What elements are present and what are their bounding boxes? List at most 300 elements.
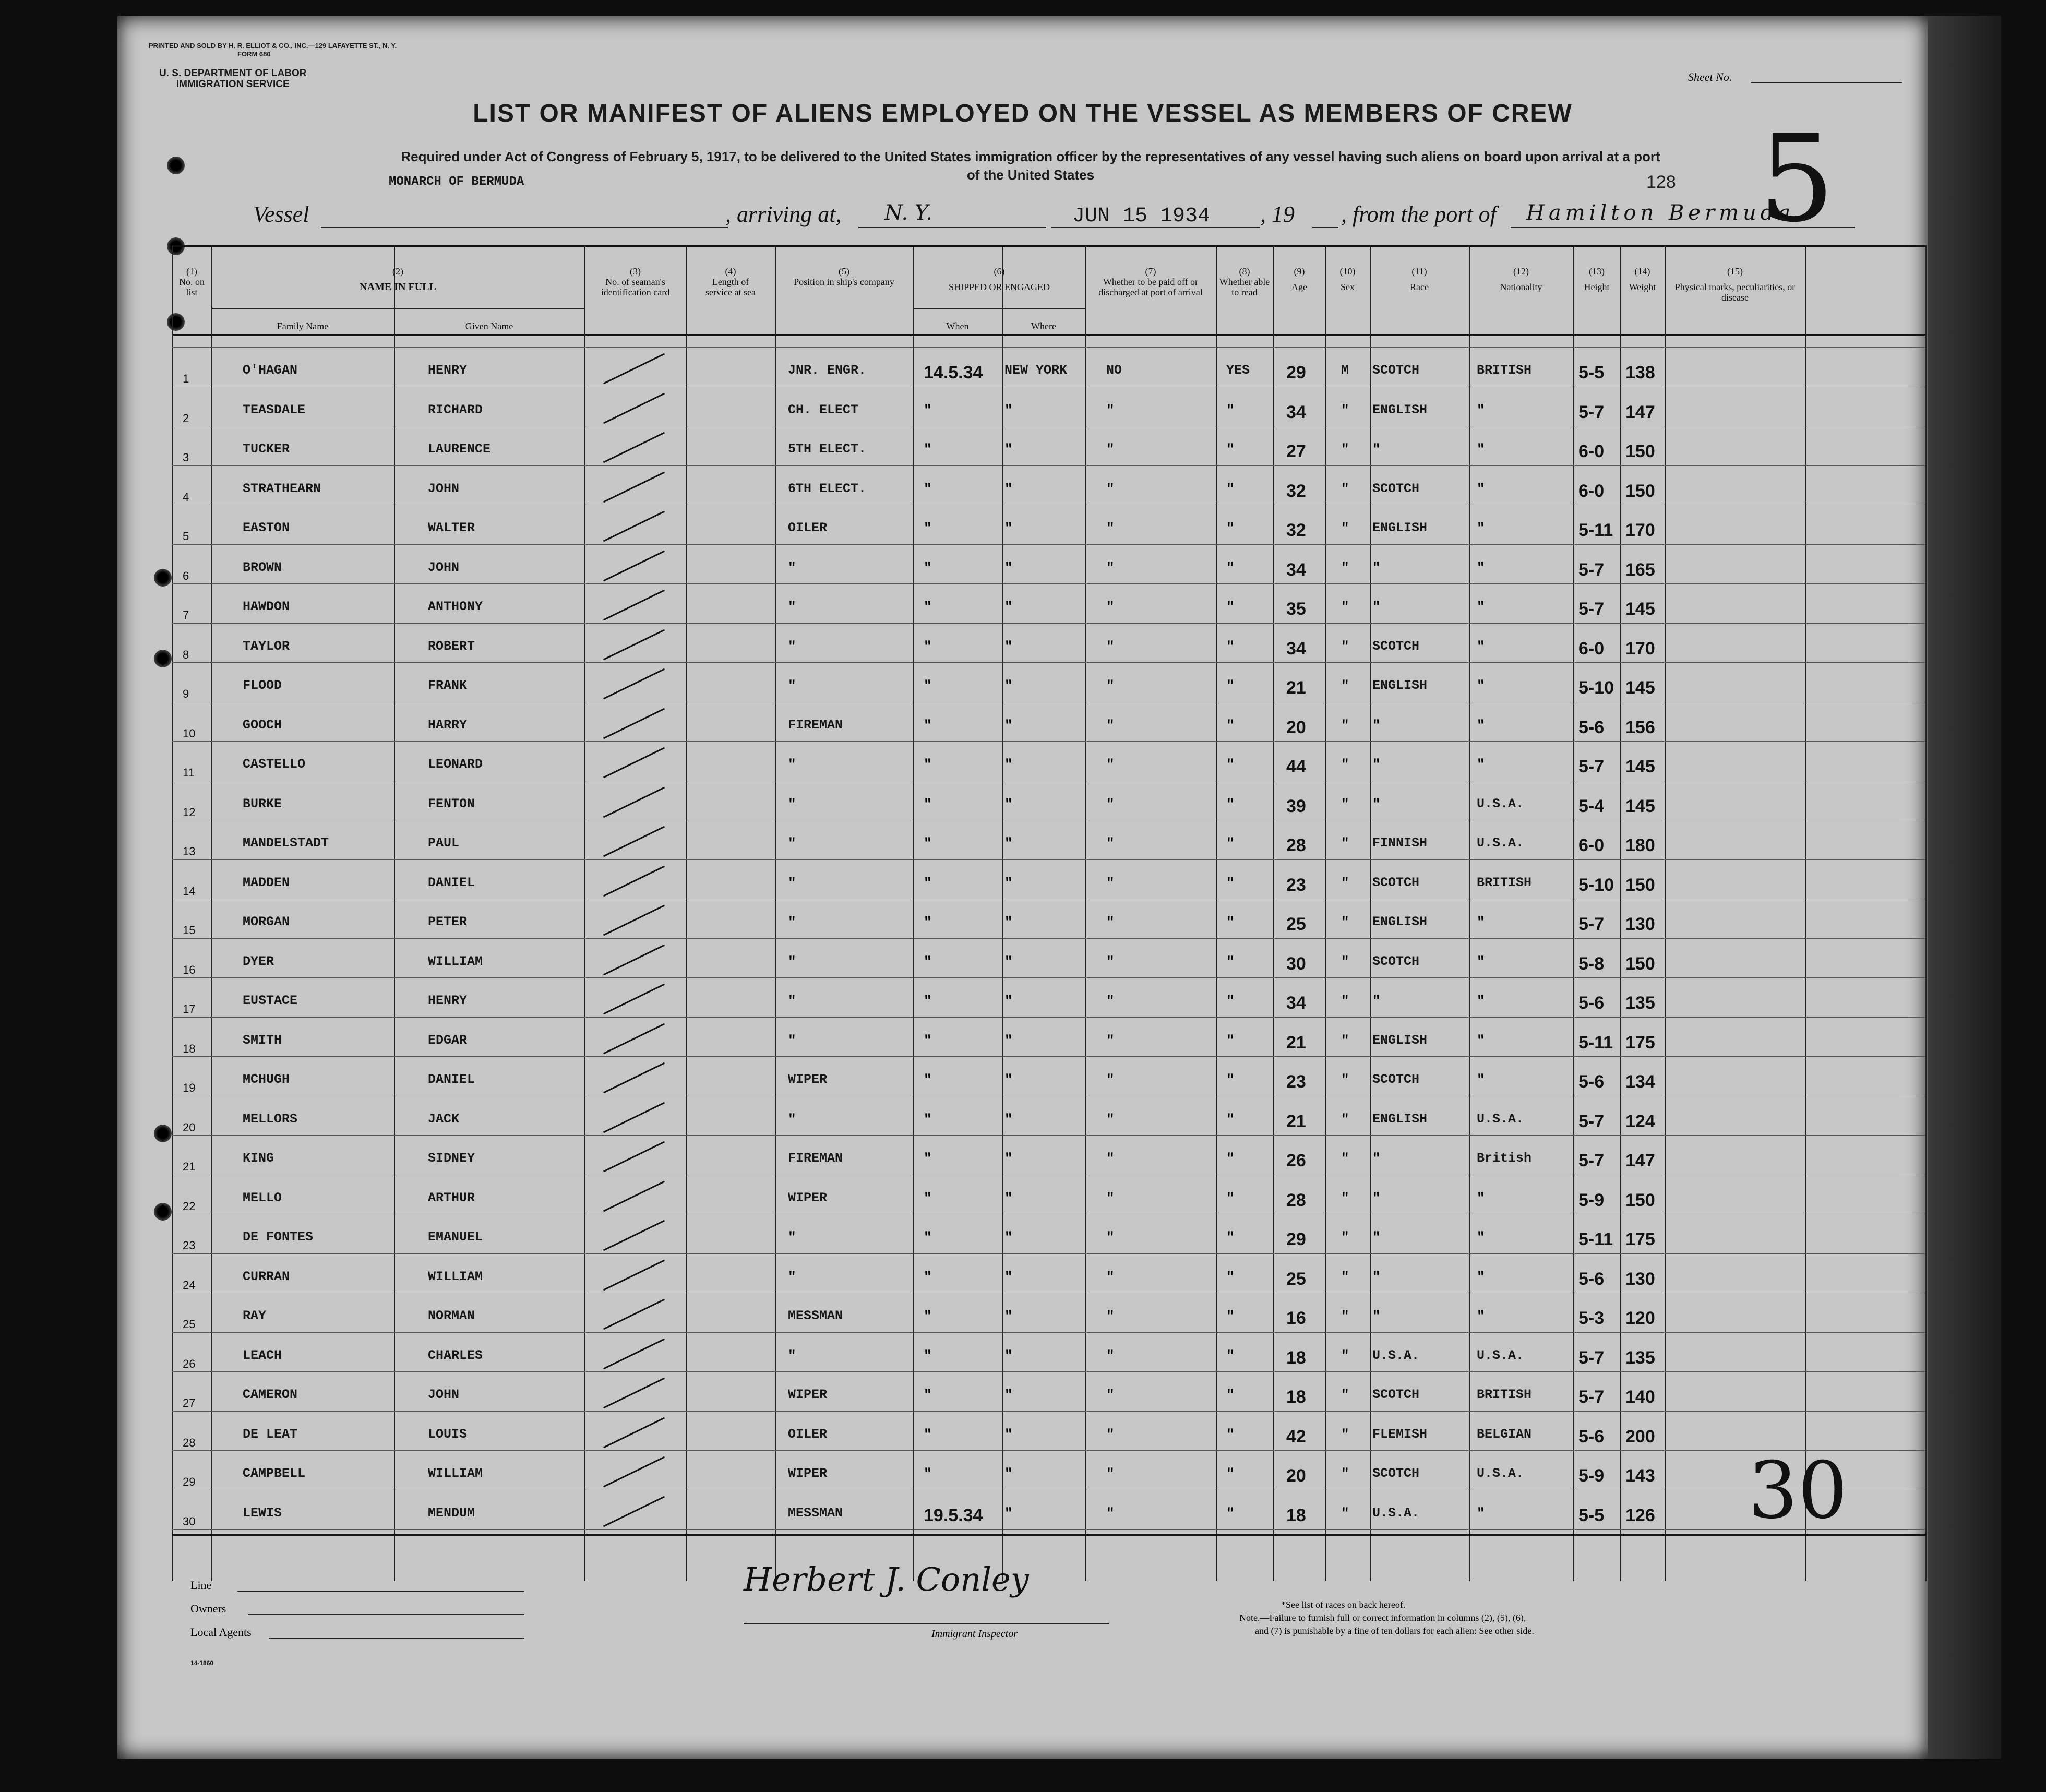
- checkmark-stroke: [603, 865, 665, 897]
- cell-weight: 130: [1625, 1269, 1655, 1289]
- cell-read: YES: [1226, 363, 1250, 378]
- cell-family: STRATHEARN: [243, 481, 321, 496]
- cell-nationality: ": [1477, 1505, 1485, 1521]
- arrival-date: JUN 15 1934: [1072, 205, 1211, 228]
- col-num: (10): [1339, 266, 1356, 277]
- cell-paid: ": [1106, 1229, 1115, 1245]
- cell-position: 5TH ELECT.: [788, 441, 867, 457]
- handwritten-total: 30: [1748, 1445, 1848, 1536]
- cell-age: 42: [1286, 1426, 1306, 1447]
- col-label: Weight: [1629, 282, 1656, 292]
- cell-age: 27: [1286, 441, 1306, 461]
- cell-age: 34: [1286, 559, 1306, 580]
- cell-weight: 180: [1625, 835, 1655, 855]
- cell-when: ": [924, 678, 932, 694]
- cell-where: ": [1004, 914, 1013, 930]
- cell-height: 5-8: [1578, 953, 1605, 974]
- column-rule: [1216, 245, 1217, 1581]
- cell-paid: NO: [1106, 363, 1122, 378]
- checkmark-stroke: [603, 1062, 665, 1094]
- cell-race: ENGLISH: [1372, 678, 1428, 693]
- row-rule: [172, 1529, 1925, 1530]
- cell-where: ": [1004, 796, 1013, 812]
- cell-read: ": [1226, 441, 1235, 457]
- cell-when: ": [924, 1190, 932, 1206]
- cell-family: TAYLOR: [243, 638, 290, 654]
- row-rule: [172, 1135, 1925, 1136]
- cell-nationality: ": [1477, 914, 1485, 930]
- cell-race: ": [1372, 993, 1381, 1009]
- cell-age: 18: [1286, 1505, 1306, 1525]
- races-note: *See list of races on back hereof.: [1281, 1599, 1406, 1610]
- column-rule: [172, 245, 173, 1581]
- cell-when: ": [924, 441, 932, 457]
- cell-race: FINNISH: [1372, 835, 1428, 851]
- cell-position: ": [788, 914, 796, 930]
- cell-family: SMITH: [243, 1032, 282, 1048]
- cell-height: 5-11: [1578, 1032, 1613, 1053]
- cell-read: ": [1226, 599, 1235, 615]
- cell-height: 5-3: [1578, 1308, 1605, 1328]
- cell-when: ": [924, 1229, 932, 1245]
- cell-weight: 165: [1625, 559, 1655, 580]
- cell-sex: ": [1341, 993, 1349, 1009]
- cell-no: 25: [183, 1318, 196, 1331]
- cell-given: LEONARD: [428, 757, 483, 772]
- cell-read: ": [1226, 402, 1235, 418]
- col-label: Length of service at sea: [705, 277, 756, 297]
- cell-read: ": [1226, 1387, 1235, 1403]
- cell-weight: 145: [1625, 757, 1655, 776]
- cell-when: ": [924, 1347, 932, 1364]
- cell-nationality: U.S.A.: [1477, 796, 1524, 811]
- cell-family: KING: [243, 1151, 274, 1166]
- cell-race: SCOTCH: [1372, 953, 1420, 969]
- cell-when: 14.5.34: [924, 363, 983, 383]
- cell-when: ": [924, 953, 932, 970]
- cell-given: JOHN: [428, 1387, 460, 1402]
- cell-given: WALTER: [428, 520, 475, 535]
- cell-position: OILER: [788, 1426, 828, 1442]
- checkmark-stroke: [603, 944, 665, 975]
- cell-no: 9: [183, 687, 189, 700]
- cell-weight: 143: [1625, 1466, 1655, 1486]
- cell-position: WIPER: [788, 1190, 828, 1205]
- column-rule: [1573, 245, 1574, 1581]
- col-label: Whether able to read: [1219, 277, 1270, 297]
- cell-family: TUCKER: [243, 441, 290, 457]
- cell-sex: ": [1341, 520, 1349, 536]
- cell-nationality: ": [1477, 1308, 1485, 1324]
- col-num: (13): [1589, 266, 1605, 277]
- cell-race: ENGLISH: [1372, 1032, 1428, 1048]
- cell-age: 35: [1286, 599, 1306, 619]
- column-rule: [1370, 245, 1371, 1581]
- year-line: [1312, 227, 1338, 228]
- cell-family: MORGAN: [243, 914, 290, 929]
- cell-age: 39: [1286, 796, 1306, 816]
- penalty-note-continued: and (7) is punishable by a fine of ten dollars for each alien: See other side.: [1255, 1626, 1534, 1636]
- cell-sex: ": [1341, 559, 1349, 576]
- cell-read: ": [1226, 1229, 1235, 1245]
- cell-family: MADDEN: [243, 875, 290, 890]
- cell-read: ": [1226, 993, 1235, 1009]
- sheet-number-line: [1751, 82, 1902, 83]
- family-name-header: Family Name: [277, 321, 329, 331]
- cell-race: SCOTCH: [1372, 1466, 1420, 1481]
- cell-height: 5-10: [1578, 875, 1614, 895]
- cell-sex: ": [1341, 678, 1349, 694]
- cell-given: DANIEL: [428, 875, 475, 890]
- cell-paid: ": [1106, 875, 1115, 891]
- cell-race: ": [1372, 559, 1381, 576]
- cell-weight: 175: [1625, 1229, 1655, 1249]
- cell-read: ": [1226, 875, 1235, 891]
- vessel-name: MONARCH OF BERMUDA: [389, 175, 524, 189]
- cell-race: ": [1372, 1229, 1381, 1245]
- cell-nationality: U.S.A.: [1477, 1111, 1524, 1127]
- cell-age: 18: [1286, 1387, 1306, 1407]
- cell-sex: ": [1341, 757, 1349, 772]
- cell-weight: 145: [1625, 796, 1655, 816]
- cell-read: ": [1226, 953, 1235, 970]
- punch-hole: [154, 650, 172, 667]
- cell-when: ": [924, 717, 932, 733]
- cell-no: 24: [183, 1278, 196, 1292]
- checkmark-stroke: [603, 1259, 665, 1291]
- row-rule: [172, 623, 1925, 624]
- cell-nationality: BRITISH: [1477, 1387, 1532, 1402]
- cell-weight: 150: [1625, 441, 1655, 461]
- cell-family: O'HAGAN: [243, 363, 298, 378]
- cell-race: ": [1372, 717, 1381, 733]
- cell-height: 5-7: [1578, 559, 1605, 580]
- cell-nationality: ": [1477, 638, 1485, 654]
- cell-weight: 150: [1625, 875, 1655, 895]
- cell-read: ": [1226, 1072, 1235, 1088]
- cell-given: ROBERT: [428, 638, 475, 654]
- col-15-header: [1665, 266, 1805, 303]
- group-header-rule: [211, 308, 584, 309]
- cell-given: CHARLES: [428, 1347, 483, 1363]
- row-rule: [172, 1411, 1925, 1412]
- cell-given: JOHN: [428, 559, 460, 575]
- column-rule: [1085, 245, 1086, 1581]
- cell-given: ANTHONY: [428, 599, 483, 614]
- cell-height: 5-7: [1578, 1151, 1605, 1170]
- cell-when: ": [924, 599, 932, 615]
- cell-age: 29: [1286, 1229, 1306, 1249]
- cell-given: LOUIS: [428, 1426, 468, 1442]
- cell-when: ": [924, 402, 932, 418]
- cell-paid: ": [1106, 717, 1115, 733]
- cell-family: GOOCH: [243, 717, 282, 733]
- checkmark-stroke: [603, 1456, 665, 1488]
- footer-form-code: 14-1860: [190, 1659, 214, 1667]
- column-rule: [1325, 245, 1326, 1581]
- cell-nationality: ": [1477, 599, 1485, 615]
- line-label: Line: [190, 1579, 212, 1592]
- cell-weight: 150: [1625, 953, 1655, 974]
- column-rule: [211, 245, 212, 1581]
- cell-sex: ": [1341, 1308, 1349, 1324]
- cell-family: MELLO: [243, 1190, 282, 1205]
- inspector-label: Immigrant Inspector: [931, 1628, 1018, 1640]
- col-num: (14): [1634, 266, 1650, 277]
- cell-weight: 156: [1625, 717, 1655, 737]
- punch-hole: [167, 157, 185, 174]
- column-rule: [1665, 245, 1666, 1581]
- row-rule: [172, 938, 1925, 939]
- cell-race: ENGLISH: [1372, 520, 1428, 535]
- cell-read: ": [1226, 520, 1235, 536]
- checkmark-stroke: [603, 826, 665, 857]
- service-name: IMMIGRATION SERVICE: [176, 79, 290, 90]
- cell-age: 28: [1286, 835, 1306, 855]
- cell-given: DANIEL: [428, 1072, 475, 1087]
- col-num: (1): [186, 266, 197, 277]
- cell-family: CAMPBELL: [243, 1466, 306, 1481]
- cell-nationality: ": [1477, 441, 1485, 457]
- cell-given: HENRY: [428, 363, 468, 378]
- cell-sex: ": [1341, 1269, 1349, 1285]
- printer-text: PRINTED AND SOLD BY H. R. ELLIOT & CO., INC.—129 LAFAYETTE ST., N. Y.: [149, 42, 397, 50]
- cell-position: ": [788, 1229, 796, 1245]
- col-num: (8): [1239, 266, 1250, 277]
- cell-when: ": [924, 1387, 932, 1403]
- cell-family: CAMERON: [243, 1387, 298, 1402]
- subtitle-continued: of the United States: [966, 167, 1095, 183]
- crew-table: [172, 245, 1925, 1581]
- cell-given: PAUL: [428, 835, 460, 851]
- cell-age: 34: [1286, 993, 1306, 1013]
- cell-family: DE LEAT: [243, 1426, 298, 1442]
- checkmark-stroke: [603, 550, 665, 581]
- cell-position: OILER: [788, 520, 828, 535]
- checkmark-stroke: [603, 1180, 665, 1212]
- cell-weight: 140: [1625, 1387, 1655, 1407]
- cell-read: ": [1226, 1190, 1235, 1206]
- subtitle: Required under Act of Congress of February 5, 1917, to be delivered to the United States immigration officer by the representatives of any vessel having such aliens on board upon arrival at a port: [401, 149, 1660, 164]
- checkmark-stroke: [603, 1023, 665, 1054]
- col-label: No. on list: [179, 277, 205, 297]
- cell-given: WILLIAM: [428, 953, 483, 969]
- row-rule: [172, 583, 1925, 584]
- cell-race: SCOTCH: [1372, 481, 1420, 496]
- cell-position: 6TH ELECT.: [788, 481, 867, 496]
- cell-read: ": [1226, 1466, 1235, 1482]
- cell-height: 6-0: [1578, 638, 1605, 659]
- checkmark-stroke: [603, 471, 665, 503]
- cell-when: 19.5.34: [924, 1505, 983, 1525]
- cell-height: 5-5: [1578, 363, 1605, 383]
- cell-height: 5-6: [1578, 717, 1605, 737]
- cell-family: HAWDON: [243, 599, 290, 614]
- cell-nationality: ": [1477, 520, 1485, 536]
- cell-paid: ": [1106, 757, 1115, 772]
- cell-no: 6: [183, 569, 189, 582]
- cell-paid: ": [1106, 1466, 1115, 1482]
- cell-where: ": [1004, 1347, 1013, 1364]
- col-12-header: [1469, 266, 1573, 292]
- cell-sex: ": [1341, 1190, 1349, 1206]
- cell-position: ": [788, 796, 796, 812]
- cell-race: ": [1372, 1308, 1381, 1324]
- cell-given: SIDNEY: [428, 1151, 475, 1166]
- col-num: (3): [630, 266, 641, 277]
- cell-age: 23: [1286, 875, 1306, 895]
- cell-age: 21: [1286, 1032, 1306, 1053]
- row-rule: [172, 465, 1925, 466]
- cell-sex: ": [1341, 1229, 1349, 1245]
- cell-sex: ": [1341, 835, 1349, 851]
- column-rule: [686, 245, 687, 1581]
- cell-no: 13: [183, 845, 196, 858]
- cell-position: ": [788, 1269, 796, 1285]
- cell-paid: ": [1106, 1505, 1115, 1521]
- header-bottom-rule: [172, 334, 1925, 336]
- cell-height: 5-6: [1578, 1426, 1605, 1447]
- cell-paid: ": [1106, 1190, 1115, 1206]
- penalty-note: Note.—Failure to furnish full or correct information in columns (2), (5), (6),: [1239, 1612, 1526, 1623]
- col-14-header: [1620, 266, 1665, 292]
- cell-race: SCOTCH: [1372, 638, 1420, 654]
- department-name: U. S. DEPARTMENT OF LABOR: [159, 68, 307, 79]
- cell-age: 30: [1286, 953, 1306, 974]
- cell-height: 5-5: [1578, 1505, 1605, 1525]
- column-rule: [394, 245, 395, 1581]
- cell-weight: 135: [1625, 1347, 1655, 1368]
- punch-hole: [154, 1125, 172, 1142]
- cell-weight: 120: [1625, 1308, 1655, 1328]
- cell-position: ": [788, 638, 796, 654]
- cell-weight: 200: [1625, 1426, 1655, 1447]
- cell-when: ": [924, 757, 932, 772]
- cell-weight: 145: [1625, 599, 1655, 619]
- col-num: (6): [994, 266, 1005, 277]
- cell-no: 29: [183, 1475, 196, 1488]
- cell-paid: ": [1106, 1387, 1115, 1403]
- cell-family: DYER: [243, 953, 274, 969]
- row-rule: [172, 1017, 1925, 1018]
- cell-paid: ": [1106, 402, 1115, 418]
- punch-hole: [154, 569, 172, 587]
- checkmark-stroke: [603, 432, 665, 463]
- cell-where: ": [1004, 559, 1013, 576]
- cell-paid: ": [1106, 1151, 1115, 1166]
- checkmark-stroke: [603, 590, 665, 621]
- cell-when: ": [924, 638, 932, 654]
- owners-field: [248, 1614, 524, 1615]
- column-rule: [584, 245, 585, 1581]
- cell-read: ": [1226, 678, 1235, 694]
- cell-paid: ": [1106, 441, 1115, 457]
- cell-age: 21: [1286, 1111, 1306, 1131]
- cell-no: 15: [183, 924, 196, 937]
- row-rule: [172, 544, 1925, 545]
- col-6-header: [913, 266, 1085, 292]
- cell-when: ": [924, 1032, 932, 1048]
- cell-nationality: ": [1477, 1072, 1485, 1088]
- cell-position: ": [788, 599, 796, 615]
- col-label: Nationality: [1500, 282, 1542, 292]
- cell-sex: ": [1341, 599, 1349, 615]
- cell-where: ": [1004, 757, 1013, 772]
- cell-where: ": [1004, 599, 1013, 615]
- cell-no: 4: [183, 490, 189, 504]
- cell-where: NEW YORK: [1004, 363, 1068, 378]
- cell-given: EDGAR: [428, 1032, 468, 1048]
- cell-nationality: ": [1477, 953, 1485, 970]
- cell-family: TEASDALE: [243, 402, 306, 417]
- cell-read: ": [1226, 1032, 1235, 1048]
- cell-height: 5-11: [1578, 520, 1613, 540]
- checkmark-stroke: [603, 1102, 665, 1133]
- cell-nationality: ": [1477, 559, 1485, 576]
- cell-no: 1: [183, 372, 189, 385]
- cell-no: 5: [183, 530, 189, 543]
- cell-given: MENDUM: [428, 1505, 475, 1521]
- col-label: Position in ship's company: [794, 277, 894, 287]
- cell-no: 18: [183, 1042, 196, 1055]
- cell-race: SCOTCH: [1372, 363, 1420, 378]
- cell-where: ": [1004, 1308, 1013, 1324]
- cell-nationality: ": [1477, 1190, 1485, 1206]
- cell-where: ": [1004, 1229, 1013, 1245]
- checkmark-stroke: [603, 1417, 665, 1448]
- cell-where: ": [1004, 875, 1013, 891]
- cell-no: 10: [183, 726, 196, 740]
- col-label: Whether to be paid off or discharged at port of arrival: [1098, 277, 1203, 297]
- cell-read: ": [1226, 1269, 1235, 1285]
- column-rule: [1620, 245, 1621, 1581]
- cell-race: SCOTCH: [1372, 1387, 1420, 1402]
- col-8-header: [1216, 266, 1273, 297]
- col-11-header: [1370, 266, 1469, 292]
- cell-no: 14: [183, 884, 196, 898]
- cell-nationality: ": [1477, 757, 1485, 772]
- row-rule: [172, 662, 1925, 663]
- col-num: (4): [725, 266, 736, 277]
- date-line: [1051, 227, 1260, 228]
- local-agents-field: [269, 1638, 524, 1639]
- row-rule: [172, 741, 1925, 742]
- cell-family: EASTON: [243, 520, 290, 535]
- col-num: (5): [839, 266, 849, 277]
- cell-family: RAY: [243, 1308, 267, 1323]
- col-label: No. of seaman's identification card: [601, 277, 670, 297]
- cell-race: U.S.A.: [1372, 1505, 1420, 1521]
- column-rule: [913, 245, 914, 1581]
- cell-weight: 135: [1625, 993, 1655, 1013]
- cell-position: ": [788, 757, 796, 772]
- vessel-label: Vessel: [253, 201, 309, 227]
- cell-read: ": [1226, 559, 1235, 576]
- cell-sex: ": [1341, 1151, 1349, 1166]
- cell-family: BURKE: [243, 796, 282, 811]
- cell-nationality: BRITISH: [1477, 875, 1532, 890]
- cell-race: FLEMISH: [1372, 1426, 1428, 1442]
- cell-sex: ": [1341, 1505, 1349, 1521]
- cell-sex: ": [1341, 875, 1349, 891]
- cell-read: ": [1226, 796, 1235, 812]
- line-field: [237, 1591, 524, 1592]
- checkmark-stroke: [603, 1299, 665, 1330]
- cell-height: 6-0: [1578, 835, 1605, 855]
- cell-race: ": [1372, 757, 1381, 772]
- cell-paid: ": [1106, 599, 1115, 615]
- cell-age: 20: [1286, 717, 1306, 737]
